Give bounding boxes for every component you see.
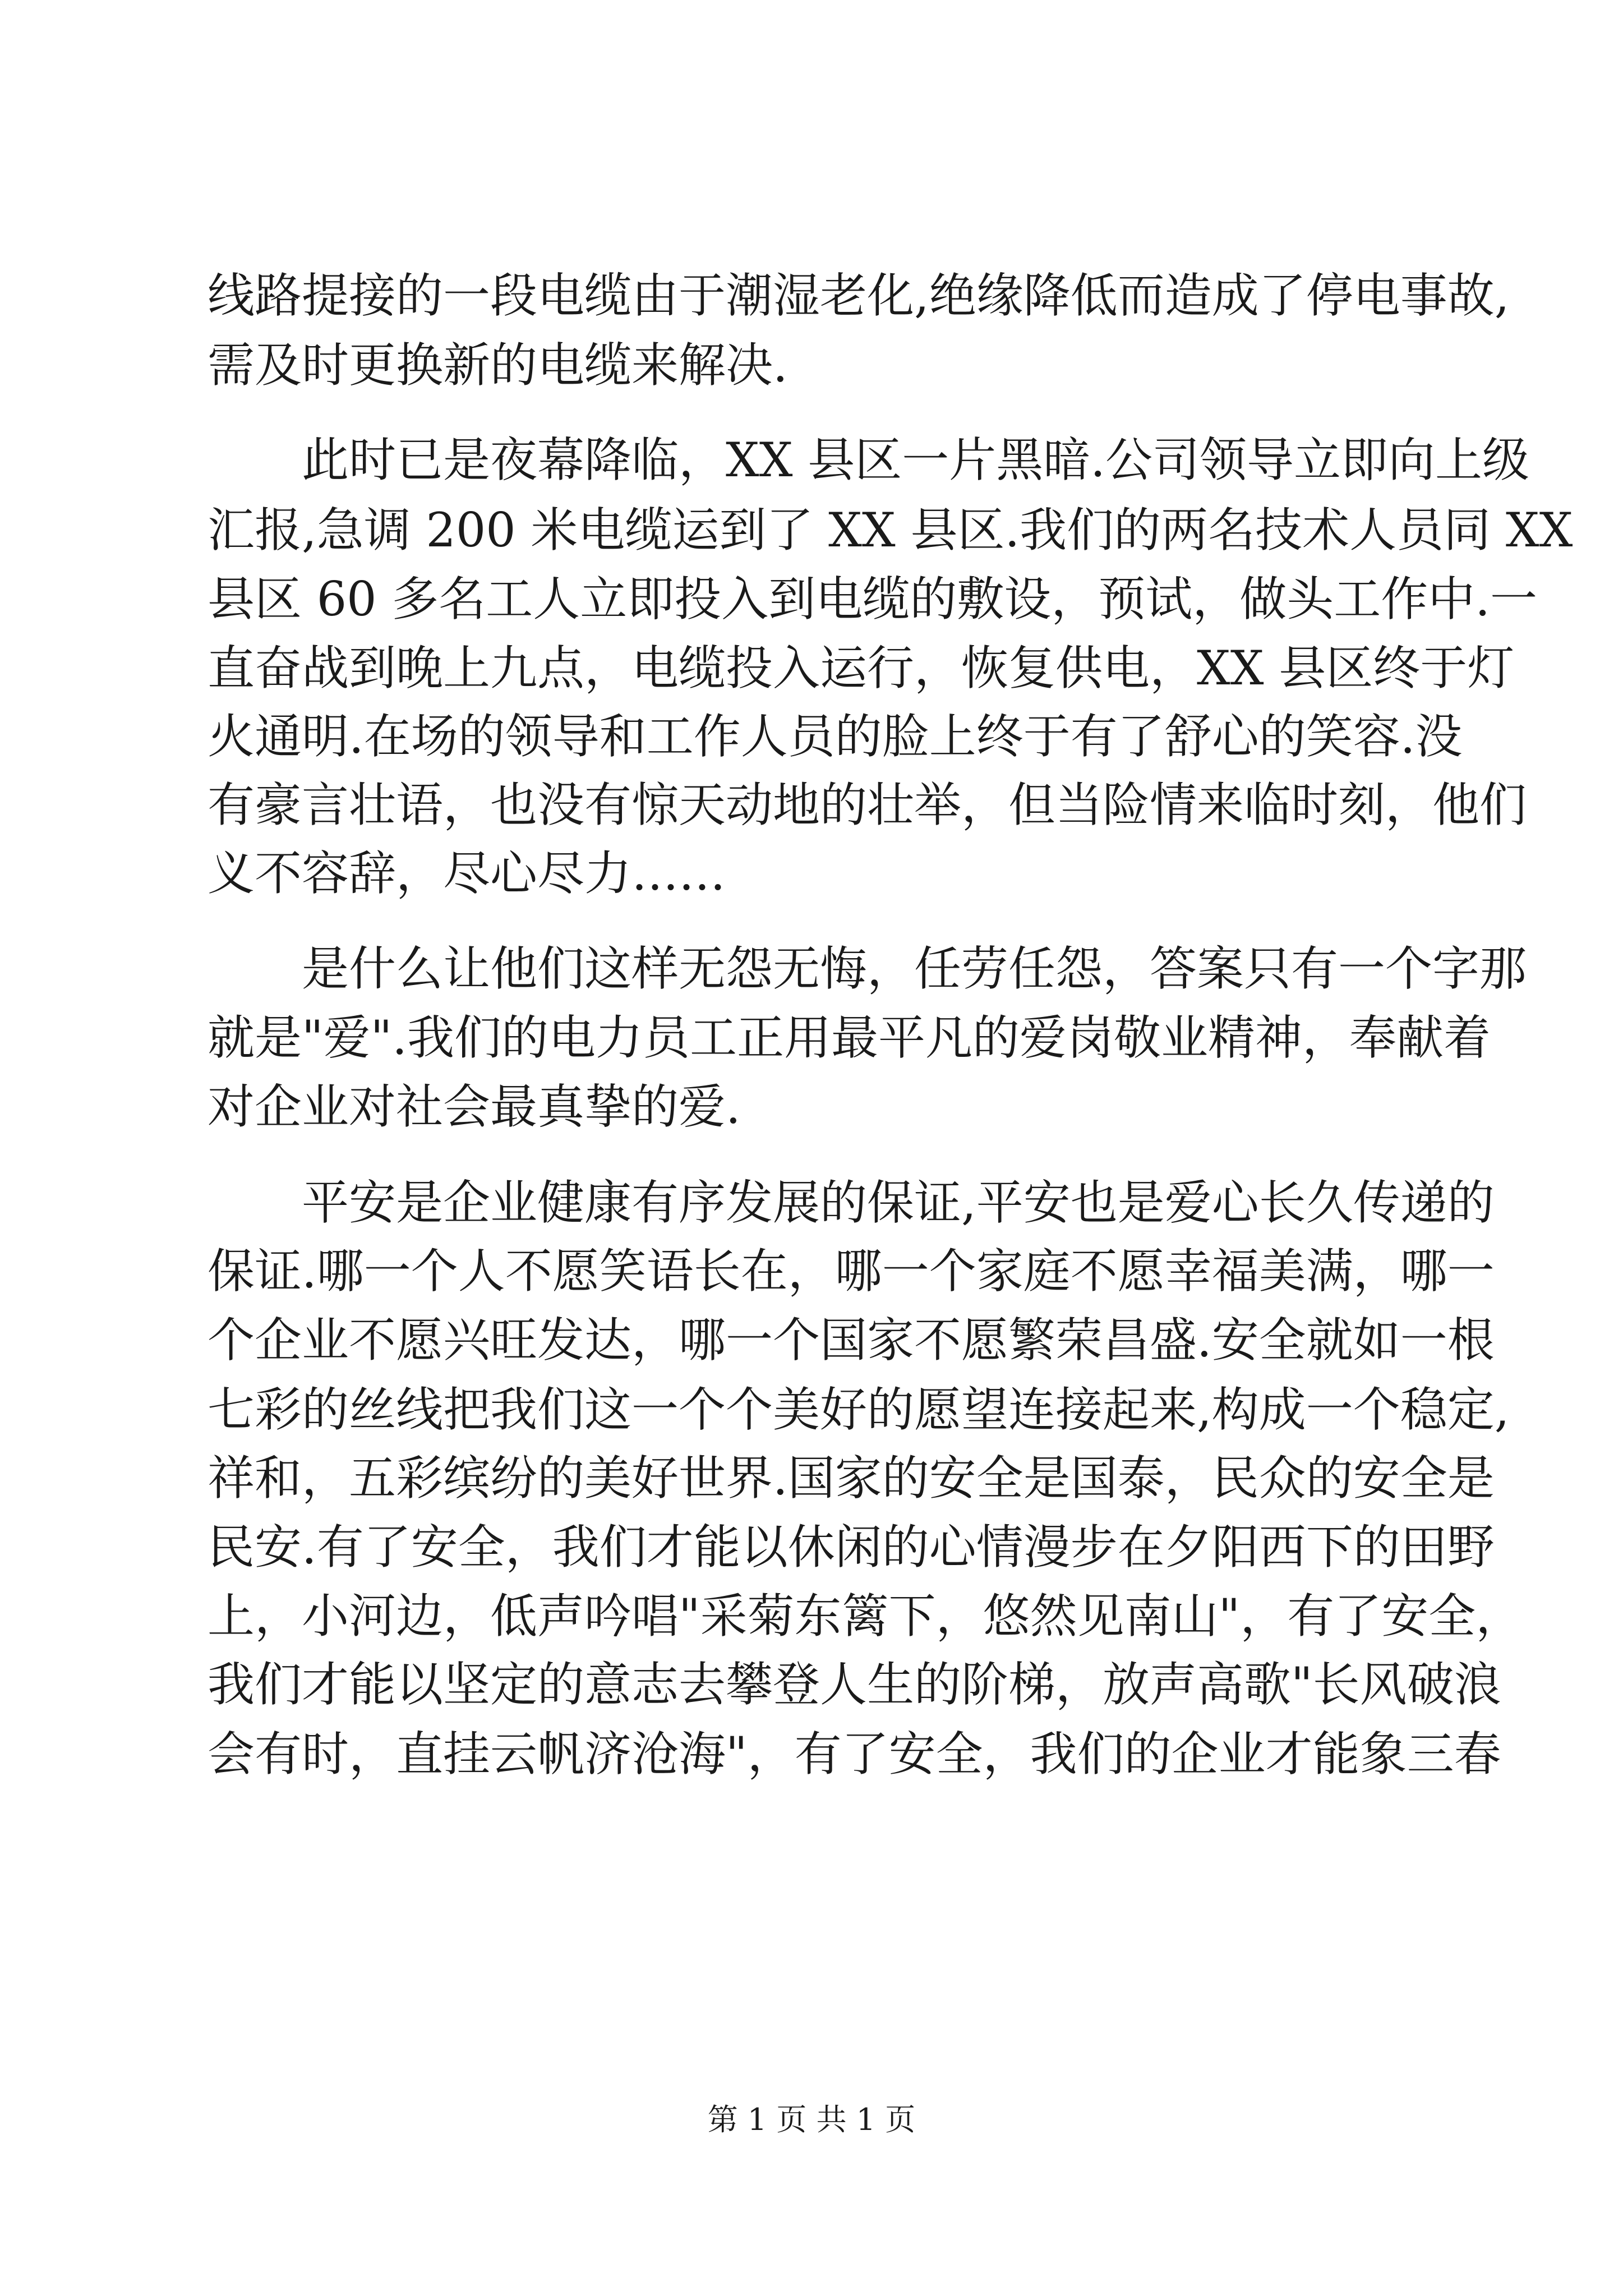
text-line: 有豪言壮语，也没有惊天动地的壮举，但当险情来临时刻，他们 — [208, 777, 1527, 832]
paragraph-first-line: 平安是企业健康有序发展的保证,平安也是爱心长久传递的 — [302, 1175, 1495, 1230]
text-line: 保证.哪一个人不愿笑语长在，哪一个家庭不愿幸福美满，哪一 — [208, 1244, 1495, 1299]
text-line: 个企业不愿兴旺发达，哪一个国家不愿繁荣昌盛.安全就如一根 — [208, 1313, 1495, 1368]
page-number-footer: 第 1 页 共 1 页 — [707, 2102, 916, 2137]
text-line: 需及时更换新的电缆来解决. — [208, 338, 788, 393]
text-line: 汇报,急调 200 米电缆运到了 XX 县区.我们的两名技术人员同 XX — [208, 503, 1573, 558]
paragraph-first-line: 此时已是夜幕降临，XX 县区一片黑暗.公司领导立即向上级 — [302, 432, 1530, 487]
text-line: 民安.有了安全，我们才能以休闲的心情漫步在夕阳西下的田野 — [208, 1520, 1495, 1575]
text-line: 祥和，五彩缤纷的美好世界.国家的安全是国泰，民众的安全是 — [208, 1451, 1495, 1506]
text-line: 义不容辞，尽心尽力…… — [208, 846, 726, 901]
text-line: 七彩的丝线把我们这一个个美好的愿望连接起来,构成一个稳定, — [208, 1382, 1510, 1437]
text-line: 线路提接的一段电缆由于潮湿老化,绝缘降低而造成了停电事故, — [208, 268, 1510, 323]
text-line: 我们才能以坚定的意志去攀登人生的阶梯，放声高歌"长风破浪 — [208, 1657, 1501, 1712]
paragraph-first-line: 是什么让他们这样无怨无悔，任劳任怨，答案只有一个字那 — [302, 941, 1527, 996]
text-line: 火通明.在场的领导和工作人员的脸上终于有了舒心的笑容.没 — [208, 709, 1463, 764]
text-line: 上，小河边，低声吟唱"采菊东篱下，悠然见南山"，有了安全， — [208, 1589, 1523, 1644]
text-line: 就是"爱".我们的电力员工正用最平凡的爱岗敬业精神，奉献着 — [208, 1010, 1491, 1065]
text-line: 县区 60 多名工人立即投入到电缆的敷设，预试，做头工作中.一 — [208, 572, 1537, 627]
text-line: 对企业对社会最真挚的爱. — [208, 1079, 741, 1134]
text-line: 会有时，直挂云帆济沧海"，有了安全，我们的企业才能象三春 — [208, 1727, 1501, 1782]
text-line: 直奋战到晚上九点，电缆投入运行，恢复供电，XX 县区终于灯 — [208, 641, 1515, 696]
